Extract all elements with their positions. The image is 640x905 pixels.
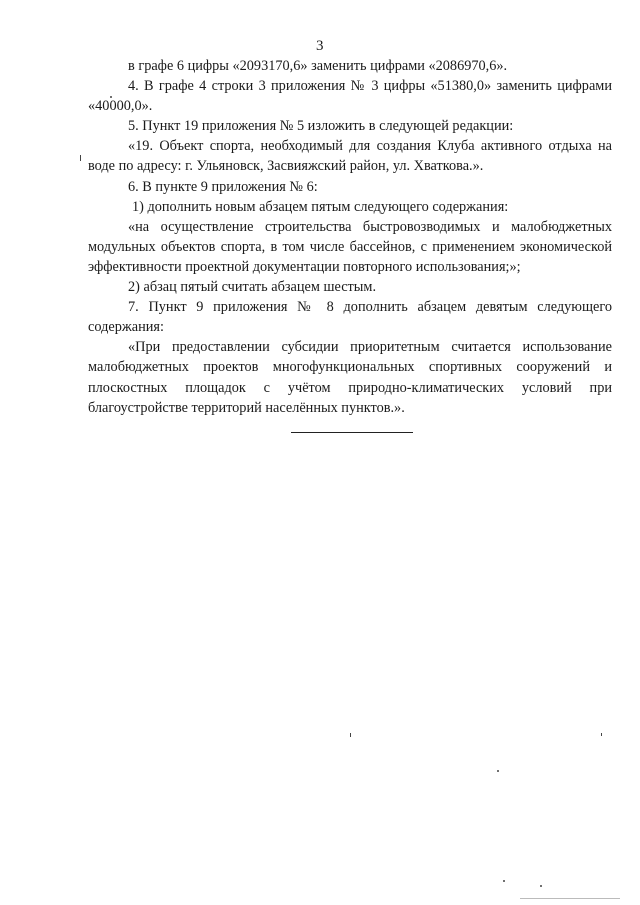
scan-speck xyxy=(497,770,499,772)
scan-speck xyxy=(110,96,112,98)
paragraph-5: 6. В пункте 9 приложения № 6: xyxy=(128,178,318,195)
scan-speck xyxy=(540,885,542,887)
paragraph-7: «на осуществление строительства быстровозводимых и малобюджетных модульных объектов спорта, в том числе бассейнов, с применением экономической эффективности проектной документации повторного использования;»; xyxy=(88,218,612,275)
paragraph-2: 4. В графе 4 строки 3 приложения № 3 цифры «51380,0» заменить цифрами «40000,0». xyxy=(88,78,612,115)
paragraph-9: 7. Пункт 9 приложения № 8 дополнить абзацем девятым следующего содержания: xyxy=(88,299,612,336)
paragraph-4: «19. Объект спорта, необходимый для создания Клуба активного отдыха на воде по адресу: г. Ульяновск, Засвияжский район, ул. Хваткова.». xyxy=(88,138,612,175)
scan-speck xyxy=(80,155,81,161)
document-body xyxy=(88,56,612,418)
scan-speck xyxy=(503,880,505,882)
paragraph-1: в графе 6 цифры «2093170,6» заменить цифрами «2086970,6». xyxy=(128,58,508,74)
paragraph-8: 2) абзац пятый считать абзацем шестым. xyxy=(128,279,377,296)
scan-speck xyxy=(350,733,351,737)
page-number: 3 xyxy=(316,38,324,54)
paragraph-3: 5. Пункт 19 приложения № 5 изложить в следующей редакции: xyxy=(128,118,514,135)
paragraph-10: «При предоставлении субсидии приоритетным считается использование малобюджетных проектов многофункциональных спортивных сооружений и плоскостных площадок с учётом природно-климатических условий при благоустройстве территорий населённых пунктов.». xyxy=(88,339,612,416)
scan-speck xyxy=(601,733,602,736)
scan-speck xyxy=(520,898,620,899)
paragraph-6: 1) дополнить новым абзацем пятым следующего содержания: xyxy=(132,198,509,215)
end-divider xyxy=(291,432,413,433)
